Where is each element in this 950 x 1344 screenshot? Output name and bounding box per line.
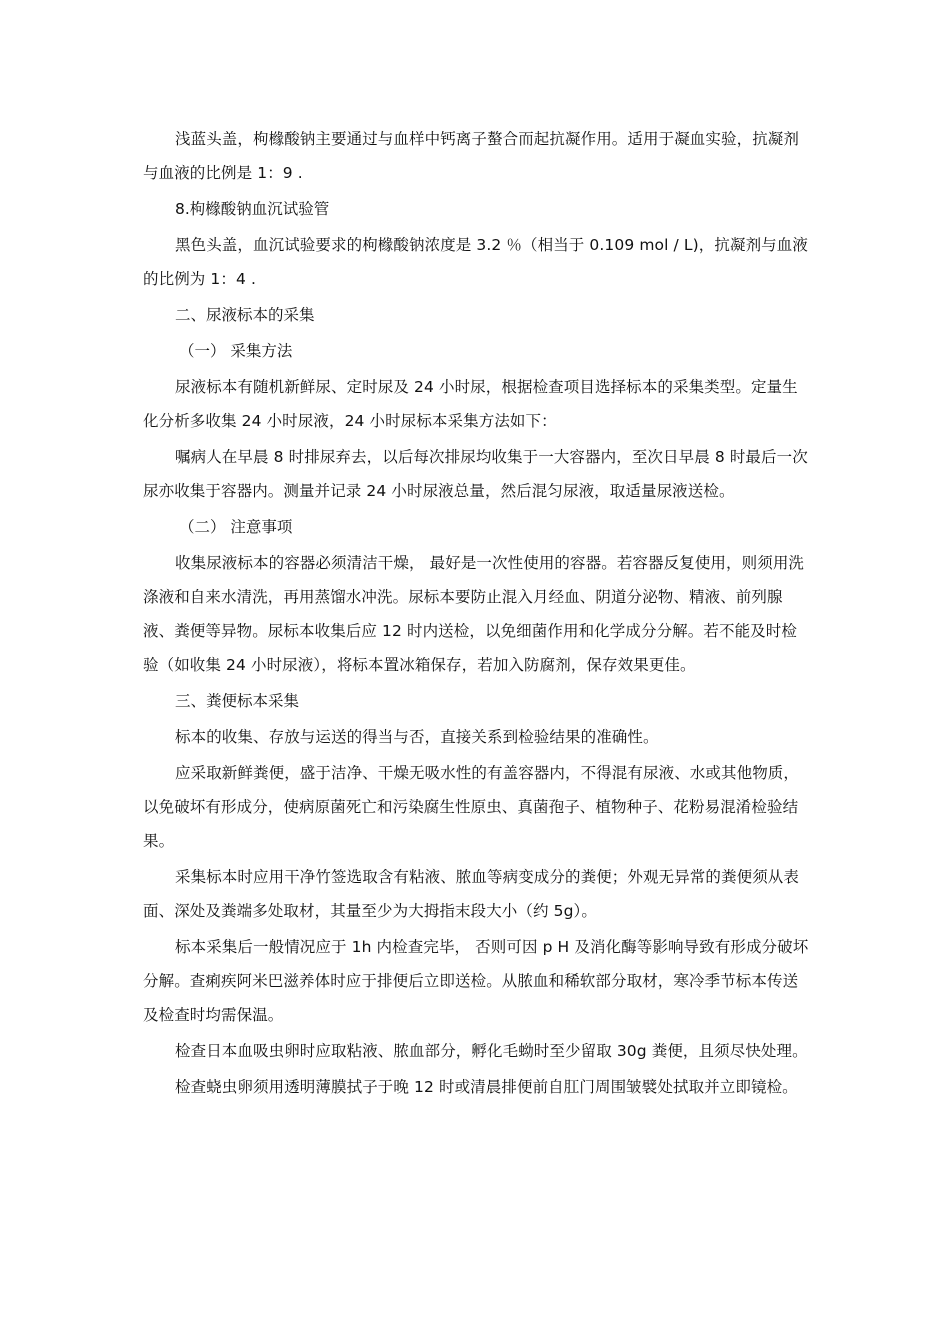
para-pinworm: 检查蛲虫卵须用透明薄膜拭子于晚 12 时或清晨排便前自肛门周围皱襞处拭取并立即镜检。 — [175, 1078, 798, 1096]
para-stool-intro: 标本的收集、存放与运送的得当与否，直接关系到检验结果的准确性。 — [175, 728, 659, 746]
para-bamboo-stick: 采集标本时应用干净竹签选取含有粘液、脓血等病变成分的粪便；外观无异常的粪便须从表面、深处及粪端多处取材，其量至少为大拇指末段大小（约 5g）。 — [143, 868, 800, 920]
heading-collection-method: （一） 采集方法 — [179, 342, 293, 360]
para-fresh-stool: 应采取新鲜粪便，盛于洁净、干燥无吸水性的有盖容器内，不得混有尿液、水或其他物质，以免破坏有形成分，使病原菌死亡和污染腐生性原虫、真菌孢子、植物种子、花粉易混淆检验结果。 — [143, 764, 800, 850]
heading-esr-tube: 8.枸橼酸钠血沉试验管 — [175, 200, 330, 218]
para-1h-check: 标本采集后一般情况应于 1h 内检查完毕， 否则可因 p H 及消化酶等影响导致有形成分破坏分解。查痢疾阿米巴滋养体时应于排便后立即送检。从脓血和稀软部分取材，寒冷季节标本传送及检查时均需保温。 — [143, 938, 809, 1024]
para-black-cap: 黑色头盖，血沉试验要求的枸橼酸钠浓度是 3.2 ％（相当于 0.109 mol / L)，抗凝剂与血液的比例为 1：4 . — [143, 236, 808, 288]
para-light-blue-cap: 浅蓝头盖，枸橼酸钠主要通过与血样中钙离子螯合而起抗凝作用。适用于凝血实验，抗凝剂与血液的比例是 1：9 . — [143, 130, 800, 182]
para-urine-container: 收集尿液标本的容器必须清洁干燥， 最好是一次性使用的容器。若容器反复使用，则须用洗涤液和自来水清洗，再用蒸馏水冲洗。尿标本要防止混入月经血、阴道分泌物、精液、前列腺液、粪便等异物。尿标本收集后应 12 时内送检，以免细菌作用和化学成分分解。若不能及时检验（如收集 24 小时尿液），将标本置冰箱保存，若加入防腐剂，保存效果更佳。 — [143, 554, 805, 674]
heading-stool-collection: 三、粪便标本采集 — [175, 692, 300, 710]
document-page — [143, 122, 811, 1106]
para-24h-method: 嘱病人在早晨 8 时排尿弃去，以后每次排尿均收集于一大容器内，至次日早晨 8 时最后一次尿亦收集于容器内。测量并记录 24 小时尿液总量，然后混匀尿液，取适量尿液送检。 — [143, 448, 808, 500]
para-urine-types: 尿液标本有随机新鲜尿、定时尿及 24 小时尿，根据检查项目选择标本的采集类型。定量生化分析多收集 24 小时尿液，24 小时尿标本采集方法如下： — [143, 378, 798, 430]
heading-urine-collection: 二、尿液标本的采集 — [175, 306, 315, 324]
heading-precautions: （二） 注意事项 — [179, 518, 293, 536]
para-schistosoma: 检查日本血吸虫卵时应取粘液、脓血部分，孵化毛蚴时至少留取 30g 粪便，且须尽快处理。 — [175, 1042, 808, 1060]
